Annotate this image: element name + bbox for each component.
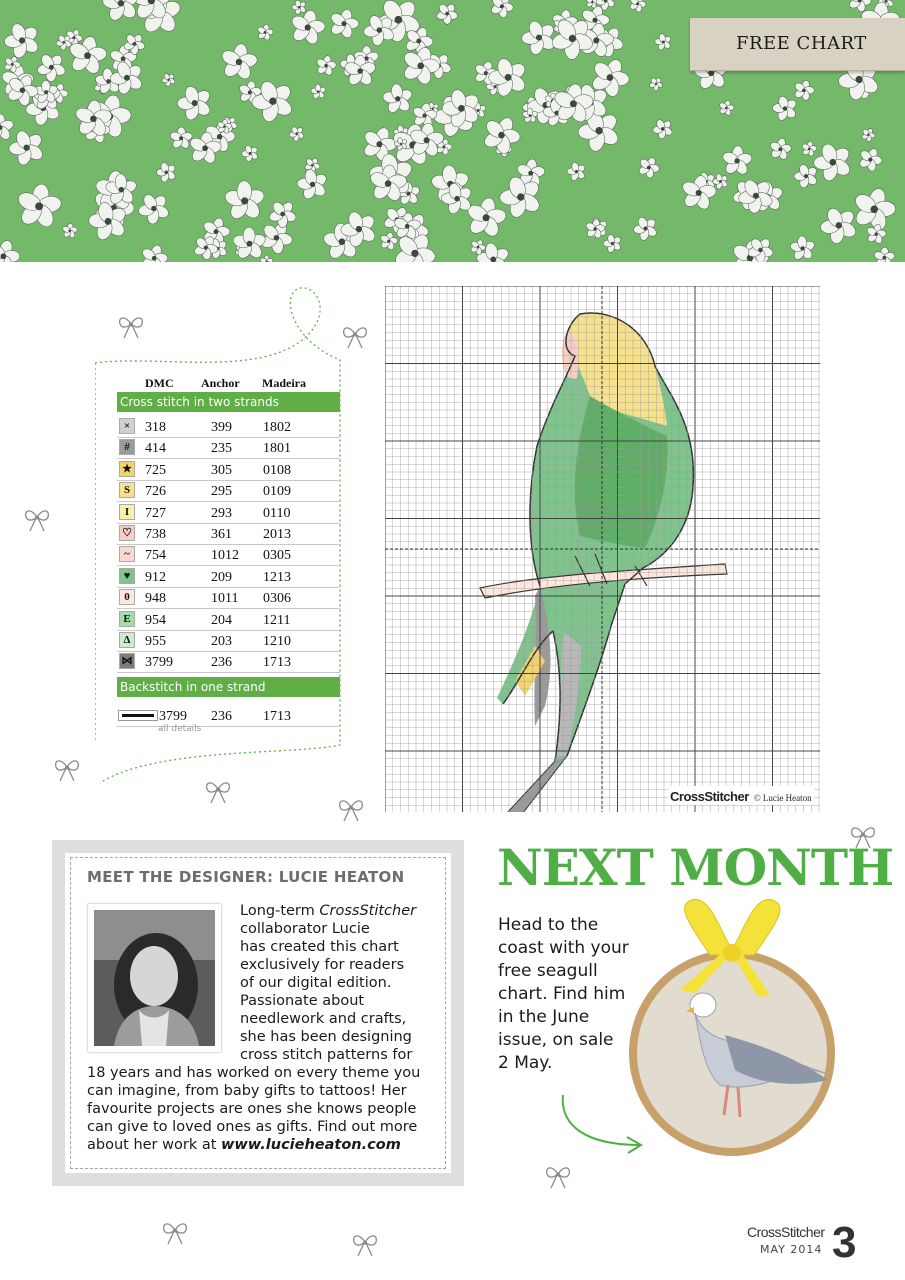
bow-icon (848, 822, 878, 852)
next-month-line: in the June (498, 1007, 590, 1027)
next-month-title: NEXT MONTH (497, 838, 894, 897)
bio-line-7: needlework and crafts, (240, 1011, 407, 1027)
dmc-value: 414 (145, 441, 166, 457)
madeira-value: 0109 (263, 484, 291, 500)
thread-symbol-icon: Δ (119, 632, 135, 648)
key-row (117, 587, 340, 609)
dmc-value: 3799 (145, 655, 173, 671)
thread-symbol-icon: × (119, 418, 135, 434)
bio-line-8: she has been designing (240, 1029, 412, 1045)
bow-icon (22, 505, 52, 535)
arrow-icon (555, 1090, 650, 1155)
bio-line-12: favourite projects are ones she knows people (87, 1101, 417, 1117)
anchor-value: 305 (211, 462, 232, 478)
bio-line-11: can imagine, from baby gifts to tattoos! Her (87, 1083, 407, 1099)
dmc-value: 727 (145, 505, 166, 521)
dmc-value: 955 (145, 634, 166, 649)
chart-brand: CrossStitcher (670, 789, 749, 804)
seagull-hoop-image (620, 895, 850, 1175)
backstitch-anchor: 236 (211, 709, 232, 724)
designer-website-link[interactable]: www.lucieheaton.com (221, 1137, 401, 1153)
designer-panel (52, 840, 464, 1186)
chart-grid (385, 286, 820, 812)
thread-symbol-icon: # (119, 439, 135, 455)
key-row (117, 609, 340, 631)
madeira-value: 1801 (263, 441, 291, 457)
next-month-line: 2 May. (498, 1053, 553, 1073)
bio-line-10: 18 years and has worked on every theme you (87, 1065, 421, 1081)
bio-line-6: Passionate about (240, 993, 365, 1009)
madeira-value: 1802 (263, 420, 291, 435)
backstitch-dmc: 3799 (159, 709, 187, 724)
floral-banner (0, 0, 905, 262)
dmc-header: DMC (145, 376, 174, 390)
madeira-value: 1210 (263, 634, 291, 649)
key-row (117, 502, 340, 524)
bow-icon (203, 777, 233, 807)
bow-icon (116, 312, 146, 342)
thread-symbol-icon: I (119, 504, 135, 520)
thread-symbol-icon: ~ (119, 546, 135, 562)
madeira-value: 1713 (263, 655, 291, 671)
chart-copyright: © Lucie Heaton (753, 793, 812, 803)
bio-line-4: exclusively for readers (240, 957, 405, 973)
cross-stitch-chart (385, 286, 820, 812)
madeira-value: 1211 (263, 612, 291, 628)
bio-line-2: collaborator Lucie (240, 921, 370, 937)
free-chart-tag (690, 18, 905, 71)
anchor-value: 361 (211, 527, 232, 542)
key-row (117, 459, 340, 481)
dmc-value: 948 (145, 591, 166, 607)
anchor-value: 204 (211, 612, 232, 628)
thread-symbol-icon: ★ (119, 461, 135, 477)
key-row (117, 544, 340, 566)
anchor-value: 209 (211, 569, 232, 585)
bio-line-9: cross stitch patterns for (240, 1047, 413, 1063)
next-month-line: Head to the (498, 915, 599, 935)
next-month-line: free seagull (498, 961, 598, 981)
dmc-value: 954 (145, 612, 166, 628)
bow-icon (350, 1230, 380, 1260)
chart-credit (668, 786, 814, 805)
dmc-value: 726 (145, 484, 166, 500)
thread-symbol-icon: ♡ (119, 525, 135, 541)
anchor-value: 203 (211, 634, 232, 649)
bio-line-1: Long-term CrossStitcher (240, 903, 417, 919)
designer-title: MEET THE DESIGNER: LUCIE HEATON (87, 868, 405, 886)
dmc-value: 754 (145, 548, 166, 564)
madeira-value: 0108 (263, 462, 291, 478)
bow-icon (336, 795, 366, 825)
anchor-header: Anchor (201, 376, 240, 390)
thread-key (95, 358, 340, 738)
dmc-value: 912 (145, 569, 166, 585)
bio-line-5: of our digital edition. (240, 975, 392, 991)
backstitch-line-icon (119, 711, 157, 720)
dmc-value: 738 (145, 527, 166, 542)
anchor-value: 295 (211, 484, 232, 500)
backstitch-row (117, 705, 340, 727)
bio-line-3: has created this chart (240, 939, 399, 955)
anchor-value: 1012 (211, 548, 239, 564)
anchor-value: 399 (211, 420, 232, 435)
next-month-line: coast with your (498, 938, 629, 958)
next-month-line: issue, on sale (498, 1030, 614, 1050)
bow-icon (340, 322, 370, 352)
bio-line-14: about her work at www.lucieheaton.com (87, 1137, 401, 1153)
thread-symbol-icon: S (119, 482, 135, 498)
page-number: 3 (832, 1218, 857, 1267)
anchor-value: 236 (211, 655, 232, 671)
bow-icon (543, 1162, 573, 1192)
footer-brand: CrossStitcher (747, 1224, 825, 1240)
bow-icon (160, 1218, 190, 1248)
madeira-value: 1213 (263, 569, 291, 585)
bow-icon (52, 755, 82, 785)
key-row (117, 523, 340, 545)
footer-issue: MAY 2014 (760, 1243, 823, 1256)
backstitch-band: Backstitch in one strand (117, 677, 340, 697)
key-note: all details (158, 724, 202, 734)
madeira-value: 0110 (263, 505, 291, 521)
madeira-value: 2013 (263, 527, 291, 542)
thread-symbol-icon: 0 (119, 589, 135, 605)
key-row (117, 480, 340, 502)
bio-line-13: can give to loved ones as gifts. Find out more (87, 1119, 418, 1135)
thread-symbol-icon: ⋈ (119, 653, 135, 669)
madeira-header: Madeira (262, 376, 306, 390)
portrait-image (94, 910, 215, 1046)
key-row (117, 566, 340, 588)
free-chart-label: FREE CHART (736, 33, 867, 54)
dmc-value: 725 (145, 462, 166, 478)
thread-symbol-icon: E (119, 611, 135, 627)
madeira-value: 0305 (263, 548, 291, 564)
anchor-value: 293 (211, 505, 232, 521)
key-row (117, 651, 340, 673)
anchor-value: 1011 (211, 591, 239, 607)
key-row (117, 437, 340, 459)
cross-stitch-band: Cross stitch in two strands (117, 392, 340, 412)
key-row (117, 416, 340, 438)
key-row (117, 630, 340, 652)
backstitch-madeira: 1713 (263, 709, 291, 724)
designer-portrait (88, 904, 221, 1052)
dmc-value: 318 (145, 420, 166, 435)
madeira-value: 0306 (263, 591, 291, 607)
anchor-value: 235 (211, 441, 232, 457)
next-month-line: chart. Find him (498, 984, 626, 1004)
thread-symbol-icon: ♥ (119, 568, 135, 584)
